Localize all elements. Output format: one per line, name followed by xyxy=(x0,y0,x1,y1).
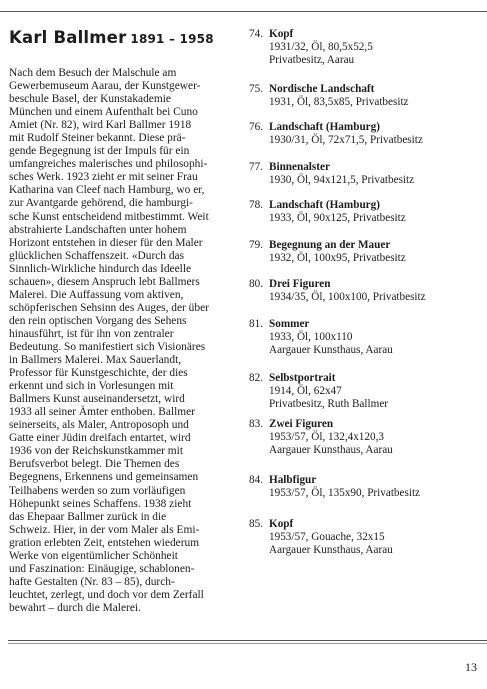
entry-title: Binnenalster xyxy=(269,161,330,173)
biography-line: Schweiz. Hier, in der vom Maler als Emi- xyxy=(9,523,200,536)
entry-body xyxy=(269,239,406,265)
entry-title: Selbstportrait xyxy=(269,372,336,384)
biography-line: in Ballmers Malerei. Max Sauerlandt, xyxy=(9,354,182,367)
entry-title: Landschaft (Hamburg) xyxy=(269,199,380,211)
biography-line: Ballmers Kunst auseinandersetzt, wird xyxy=(9,393,185,406)
entry-body xyxy=(269,518,393,557)
entry-title: Kopf xyxy=(269,518,294,530)
entry-number: 78. xyxy=(249,199,263,211)
biography-line: bewahrt – durch die Malerei. xyxy=(9,601,141,614)
entry-detail: 1953/57, Öl, 135x90, Privatbesitz xyxy=(269,487,421,499)
entry-body xyxy=(269,474,420,500)
entry-number: 75. xyxy=(249,83,263,95)
entry-detail: 1914, Öl, 62x47 xyxy=(269,385,342,397)
entry-number: 85. xyxy=(249,518,263,530)
biography-line: das Ehepaar Ballmer zurück in die xyxy=(9,510,167,523)
entry-body xyxy=(269,161,414,187)
biography-line: Gewerbemuseum Aarau, der Kunstgewer- xyxy=(9,80,201,93)
entry-number: 76. xyxy=(249,121,263,133)
entry-number: 80. xyxy=(249,278,263,290)
biography-line: Werke von eigentümlicher Schönheit xyxy=(9,549,178,562)
entry-detail: 1953/57, Gouache, 32x15 xyxy=(269,531,385,543)
entry-number: 84. xyxy=(249,474,263,486)
entry-title: Zwei Figuren xyxy=(269,418,334,430)
entry-title: Halbfigur xyxy=(269,474,317,486)
entry-detail: Privatbesitz, Ruth Ballmer xyxy=(269,398,389,410)
entry-body xyxy=(269,418,393,457)
entry-number: 82. xyxy=(249,372,263,384)
entry-body xyxy=(269,28,373,67)
biography-line: schöpferischen Sehsinn des Auges, der über xyxy=(9,301,209,314)
entry-number: 79. xyxy=(249,239,263,251)
entry-body xyxy=(269,83,409,109)
biography-line: Höhepunkt seines Schaffens. 1938 zieht xyxy=(9,497,192,510)
biography-line: gende Begegnung ist der Impuls für ein xyxy=(9,145,190,158)
top-rule xyxy=(0,11,487,12)
biography-line: 1933 all seiner Ämter enthoben. Ballmer xyxy=(9,406,195,419)
biography-line: Sinnlich-Wirkliche hindurch das Ideelle xyxy=(9,262,192,275)
entry-title: Landschaft (Hamburg) xyxy=(269,121,380,133)
entry-detail: 1953/57, Öl, 132,4x120,3 xyxy=(269,431,384,443)
page-number: 13 xyxy=(465,660,477,674)
bottom-rule-thin xyxy=(8,643,487,644)
biography-line: schauen», diesem Anspruch lebt Ballmers xyxy=(9,275,200,288)
entry-detail: Aargauer Kunsthaus, Aarau xyxy=(269,344,393,356)
biography-line: Berufsverbot belegt. Die Themen des xyxy=(9,458,180,471)
biography-line: mit Rudolf Steiner bekannt. Diese prä- xyxy=(9,132,186,145)
entry-detail: Privatbesitz, Aarau xyxy=(269,54,355,66)
entry-detail: Aargauer Kunsthaus, Aarau xyxy=(269,444,393,456)
entry-detail: Aargauer Kunsthaus, Aarau xyxy=(269,544,393,556)
entry-detail: 1931/32, Öl, 80,5x52,5 xyxy=(269,41,373,53)
biography-line: abstrahierte Landschaften unter hohem xyxy=(9,223,187,236)
biography-line: Nach dem Besuch der Malschule am xyxy=(9,67,177,79)
entry-body xyxy=(269,121,423,147)
entry-detail: 1934/35, Öl, 100x100, Privatbesitz xyxy=(269,291,426,303)
entry-detail: 1932, Öl, 100x95, Privatbesitz xyxy=(269,252,406,264)
entry-number: 77. xyxy=(249,161,263,173)
entry-detail: 1933, Öl, 100x110 xyxy=(269,331,353,343)
biography-line: Bedeutung. So manifestiert sich Visionäres xyxy=(9,340,206,353)
entry-title: Nordische Landschaft xyxy=(269,83,375,95)
biography-line: beschule Basel, der Kunstakademie xyxy=(9,93,171,106)
biography-line: glücklichen Schaffenszeit. «Durch das xyxy=(9,249,185,262)
entry-detail: 1930/31, Öl, 72x71,5, Privatbesitz xyxy=(269,134,423,146)
entry-title: Kopf xyxy=(269,28,294,40)
bottom-rule xyxy=(8,640,487,641)
entry-title: Drei Figuren xyxy=(269,278,331,290)
entry-detail: 1930, Öl, 94x121,5, Privatbesitz xyxy=(269,174,415,186)
biography-line: sches Werk. 1923 zieht er mit seiner Frau xyxy=(9,171,198,184)
biography-line: gration erlebten Zeit, entstehen wiederum xyxy=(9,536,200,549)
biography-line: Begegnens, Erkennens und gemeinsamen xyxy=(9,471,199,484)
entry-body xyxy=(269,199,406,225)
biography-line: Katharina van Cleef nach Hamburg, wo er, xyxy=(9,184,205,197)
entry-number: 74. xyxy=(249,28,263,40)
entry-body xyxy=(269,278,426,304)
biography-text xyxy=(9,67,245,615)
entry-title: Sommer xyxy=(269,318,310,330)
entry-title: Begegnung an der Mauer xyxy=(269,239,391,251)
artist-name: Karl Ballmer xyxy=(9,28,127,47)
biography-column xyxy=(9,28,245,615)
entry-body xyxy=(269,372,388,411)
biography-line: hafte Gestalten (Nr. 83 – 85), durch- xyxy=(9,575,175,588)
entry-number: 81. xyxy=(249,318,263,330)
entry-number: 83. xyxy=(249,418,263,430)
biography-line: den rein optischen Vorgang des Sehens xyxy=(9,314,187,327)
biography-line: sche Kunst entscheidend mitbestimmt. Weit xyxy=(9,210,209,223)
biography-line: erkennt und sich in Vorlesungen mit xyxy=(9,380,174,393)
article-title xyxy=(9,28,245,47)
biography-line: leuchtet, zerlegt, und doch vor dem Zerfall xyxy=(9,588,204,601)
artist-years: 1891 – 1958 xyxy=(130,32,214,46)
biography-line: Horizont entstehen in dieser für den Maler xyxy=(9,236,203,249)
biography-line: Malerei. Die Auffassung vom aktiven, xyxy=(9,288,184,301)
entry-detail: 1933, Öl, 90x125, Privatbesitz xyxy=(269,212,406,224)
biography-line: umfangreiches malerisches und philosophi- xyxy=(9,158,208,171)
biography-line: Teilhabens werden so zum vorläufigen xyxy=(9,484,186,497)
biography-line: Amiet (Nr. 82), wird Karl Ballmer 1918 xyxy=(9,119,192,132)
entry-body xyxy=(269,318,393,357)
biography-line: 1936 von der Reichskunstkammer mit xyxy=(9,445,183,458)
biography-line: und Faszination: Einäugige, schablonen- xyxy=(9,562,195,575)
biography-line: seinerseits, als Maler, Antroposoph und xyxy=(9,419,189,432)
biography-line: München und einem Aufenthalt bei Cuno xyxy=(9,106,198,119)
biography-line: Gatte einer Jüdin dreifach entartet, wird xyxy=(9,432,191,445)
biography-line: zur Avantgarde gehörend, die hamburgi- xyxy=(9,197,193,210)
biography-line: hinausführt, ist für ihn von zentraler xyxy=(9,327,174,340)
biography-line: Professor für Kunstgeschichte, der dies xyxy=(9,367,188,380)
entry-detail: 1931, Öl, 83,5x85, Privatbesitz xyxy=(269,96,409,108)
